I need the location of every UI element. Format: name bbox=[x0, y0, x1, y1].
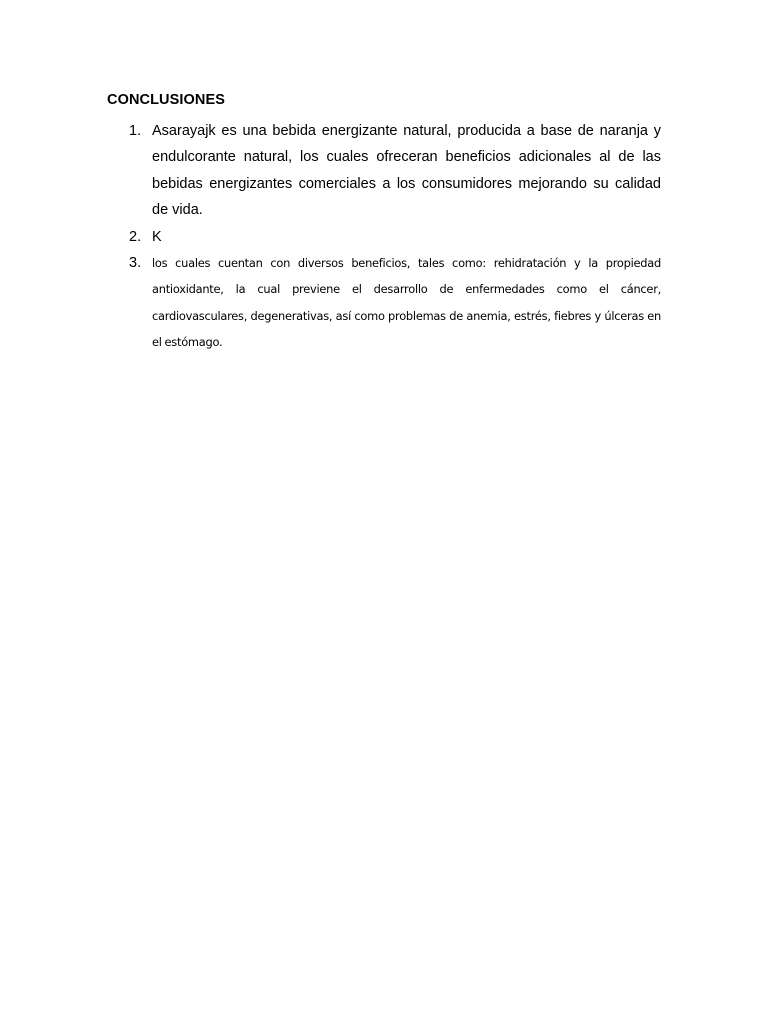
conclusions-list bbox=[107, 118, 661, 356]
list-item bbox=[107, 250, 661, 356]
list-item-text: Asarayajk es una bebida energizante natural, producida a base de naranja y endulcorante natural, los cuales ofreceran beneficios adicionales al de las bebidas energizantes comerciales a los consumidores mejorando su calidad de vida. bbox=[152, 123, 661, 219]
section-heading: CONCLUSIONES bbox=[107, 92, 226, 108]
list-item-text: los cuales cuentan con diversos beneficios, tales como: rehidratación y la propiedad antioxidante, la cual previene el desarrollo de enfermedades como el cáncer, cardiovasculares, degenerativas, así como problemas de anemia, estrés, fiebres y úlceras en el estómago. bbox=[152, 256, 661, 350]
list-item-number: 3. bbox=[129, 255, 142, 272]
list-item-number: 2. bbox=[129, 228, 142, 245]
list-item-text: K bbox=[152, 228, 162, 245]
list-item bbox=[107, 118, 661, 224]
list-item bbox=[107, 224, 661, 250]
list-item-number: 1. bbox=[129, 123, 142, 139]
